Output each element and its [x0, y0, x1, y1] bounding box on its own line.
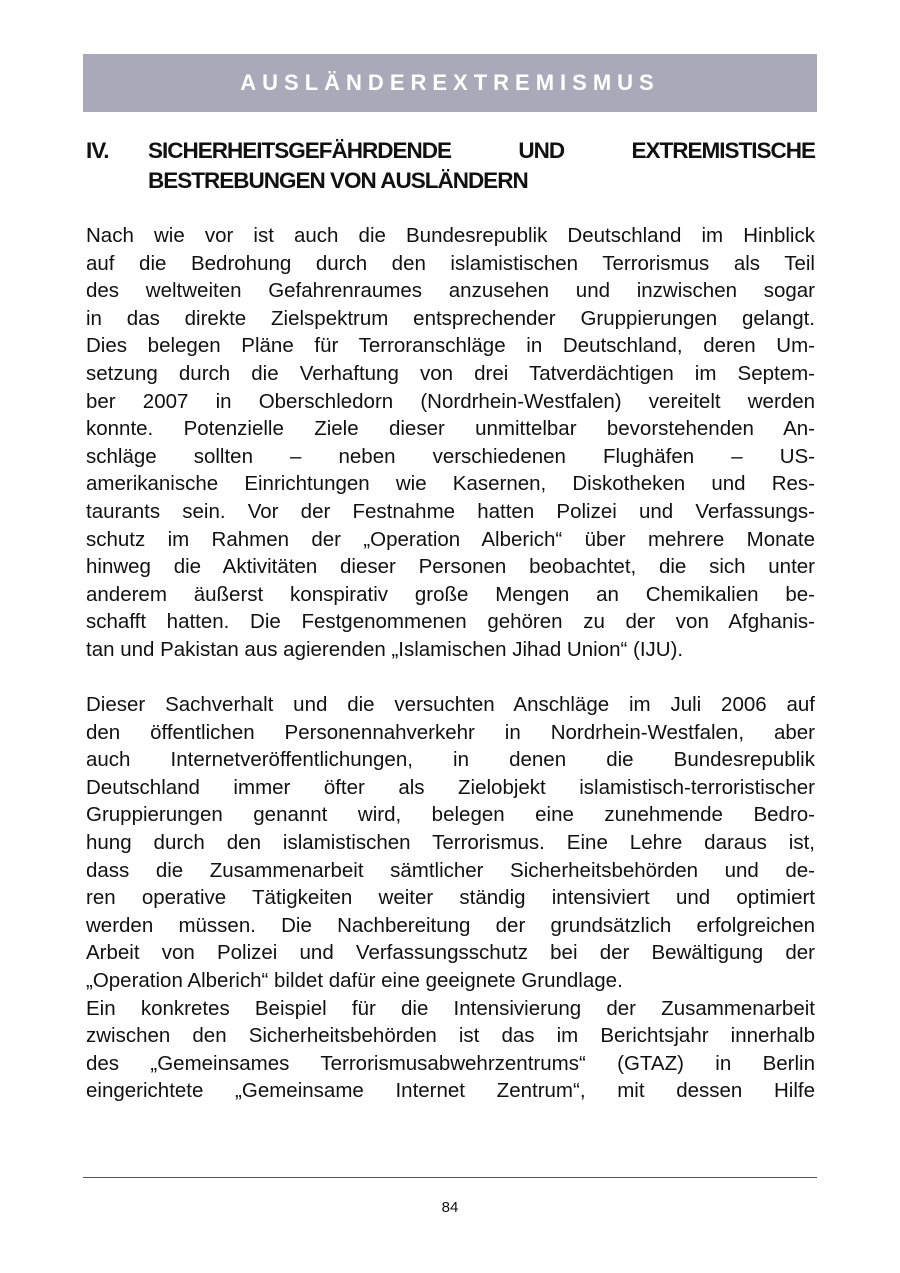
text-line: amerikanische Einrichtungen wie Kasernen, Diskotheken und Res-: [86, 472, 815, 496]
text-line: schafft hatten. Die Festgenommenen gehören zu der von Afghanis-: [86, 610, 815, 634]
text-line: tan und Pakistan aus agierenden „Islamischen Jihad Union“ (IJU).: [86, 637, 684, 661]
text-line: auf die Bedrohung durch den islamistischen Terrorismus als Teil: [86, 251, 815, 275]
paragraph-spacer: [86, 664, 815, 692]
body-text: [86, 222, 815, 1105]
running-header-title: AUSLÄNDEREXTREMISMUS: [240, 70, 660, 95]
chapter-number: IV.: [86, 138, 109, 163]
text-line: hinweg die Aktivitäten dieser Personen beobachtet, die sich unter: [86, 555, 815, 579]
text-line: eingerichtete „Gemeinsame Internet Zentrum“, mit dessen Hilfe: [86, 1079, 815, 1103]
text-line: des weltweiten Gefahrenraumes anzusehen und inzwischen sogar: [86, 279, 815, 303]
text-line: ber 2007 in Oberschledorn (Nordrhein-Westfalen) vereitelt werden: [86, 389, 815, 413]
chapter-title: SICHERHEITSGEFÄHRDENDE UND EXTREMISTISCHE BESTREBUNGEN VON AUSLÄNDERN: [148, 138, 815, 193]
text-line: Ein konkretes Beispiel für die Intensivierung der Zusammenarbeit: [86, 996, 815, 1020]
text-line: dass die Zusammenarbeit sämtlicher Sicherheitsbehörden und de-: [86, 858, 815, 882]
text-line: den öffentlichen Personennahverkehr in Nordrhein-Westfalen, aber: [86, 720, 815, 744]
text-line: werden müssen. Die Nachbereitung der grundsätzlich erfolgreichen: [86, 913, 815, 937]
text-line: Dieser Sachverhalt und die versuchten Anschläge im Juli 2006 auf: [86, 693, 815, 717]
chapter-heading: [86, 136, 815, 196]
text-line: Deutschland immer öfter als Zielobjekt islamistisch-terroristischer: [86, 775, 815, 799]
text-line: in das direkte Zielspektrum entsprechender Gruppierungen gelangt.: [86, 306, 815, 330]
text-line: taurants sein. Vor der Festnahme hatten Polizei und Verfassungs-: [86, 499, 815, 523]
text-line: Dies belegen Pläne für Terroranschläge in Deutschland, deren Um-: [86, 334, 815, 358]
text-line: Gruppierungen genannt wird, belegen eine zunehmende Bedro-: [86, 803, 815, 827]
text-line: „Operation Alberich“ bildet dafür eine geeignete Grundlage.: [86, 969, 623, 993]
paragraph-1: [86, 222, 815, 664]
running-header-band: [83, 54, 817, 112]
text-line: Nach wie vor ist auch die Bundesrepublik Deutschland im Hinblick: [86, 224, 815, 247]
text-line: schutz im Rahmen der „Operation Alberich“ über mehrere Monate: [86, 527, 815, 551]
text-line: konnte. Potenzielle Ziele dieser unmittelbar bevorstehenden An-: [86, 417, 815, 441]
paragraph-3: [86, 995, 815, 1105]
text-line: anderem äußerst konspirativ große Mengen an Chemikalien be-: [86, 582, 815, 606]
text-line: schläge sollten – neben verschiedenen Flughäfen – US-: [86, 444, 815, 468]
text-line: auch Internetveröffentlichungen, in denen die Bundesrepublik: [86, 748, 815, 772]
text-line: zwischen den Sicherheitsbehörden ist das im Berichtsjahr innerhalb: [86, 1024, 815, 1048]
text-line: hung durch den islamistischen Terrorismus. Eine Lehre daraus ist,: [86, 831, 815, 855]
page-number: 84: [441, 1199, 459, 1216]
text-line: ren operative Tätigkeiten weiter ständig intensiviert und optimiert: [86, 886, 815, 910]
text-line: Arbeit von Polizei und Verfassungsschutz bei der Bewältigung der: [86, 941, 815, 965]
paragraph-2: [86, 691, 815, 995]
text-line: setzung durch die Verhaftung von drei Tatverdächtigen im Septem-: [86, 361, 815, 385]
text-line: des „Gemeinsames Terrorismusabwehrzentrums“ (GTAZ) in Berlin: [86, 1051, 815, 1075]
footer-divider: [83, 1177, 817, 1178]
